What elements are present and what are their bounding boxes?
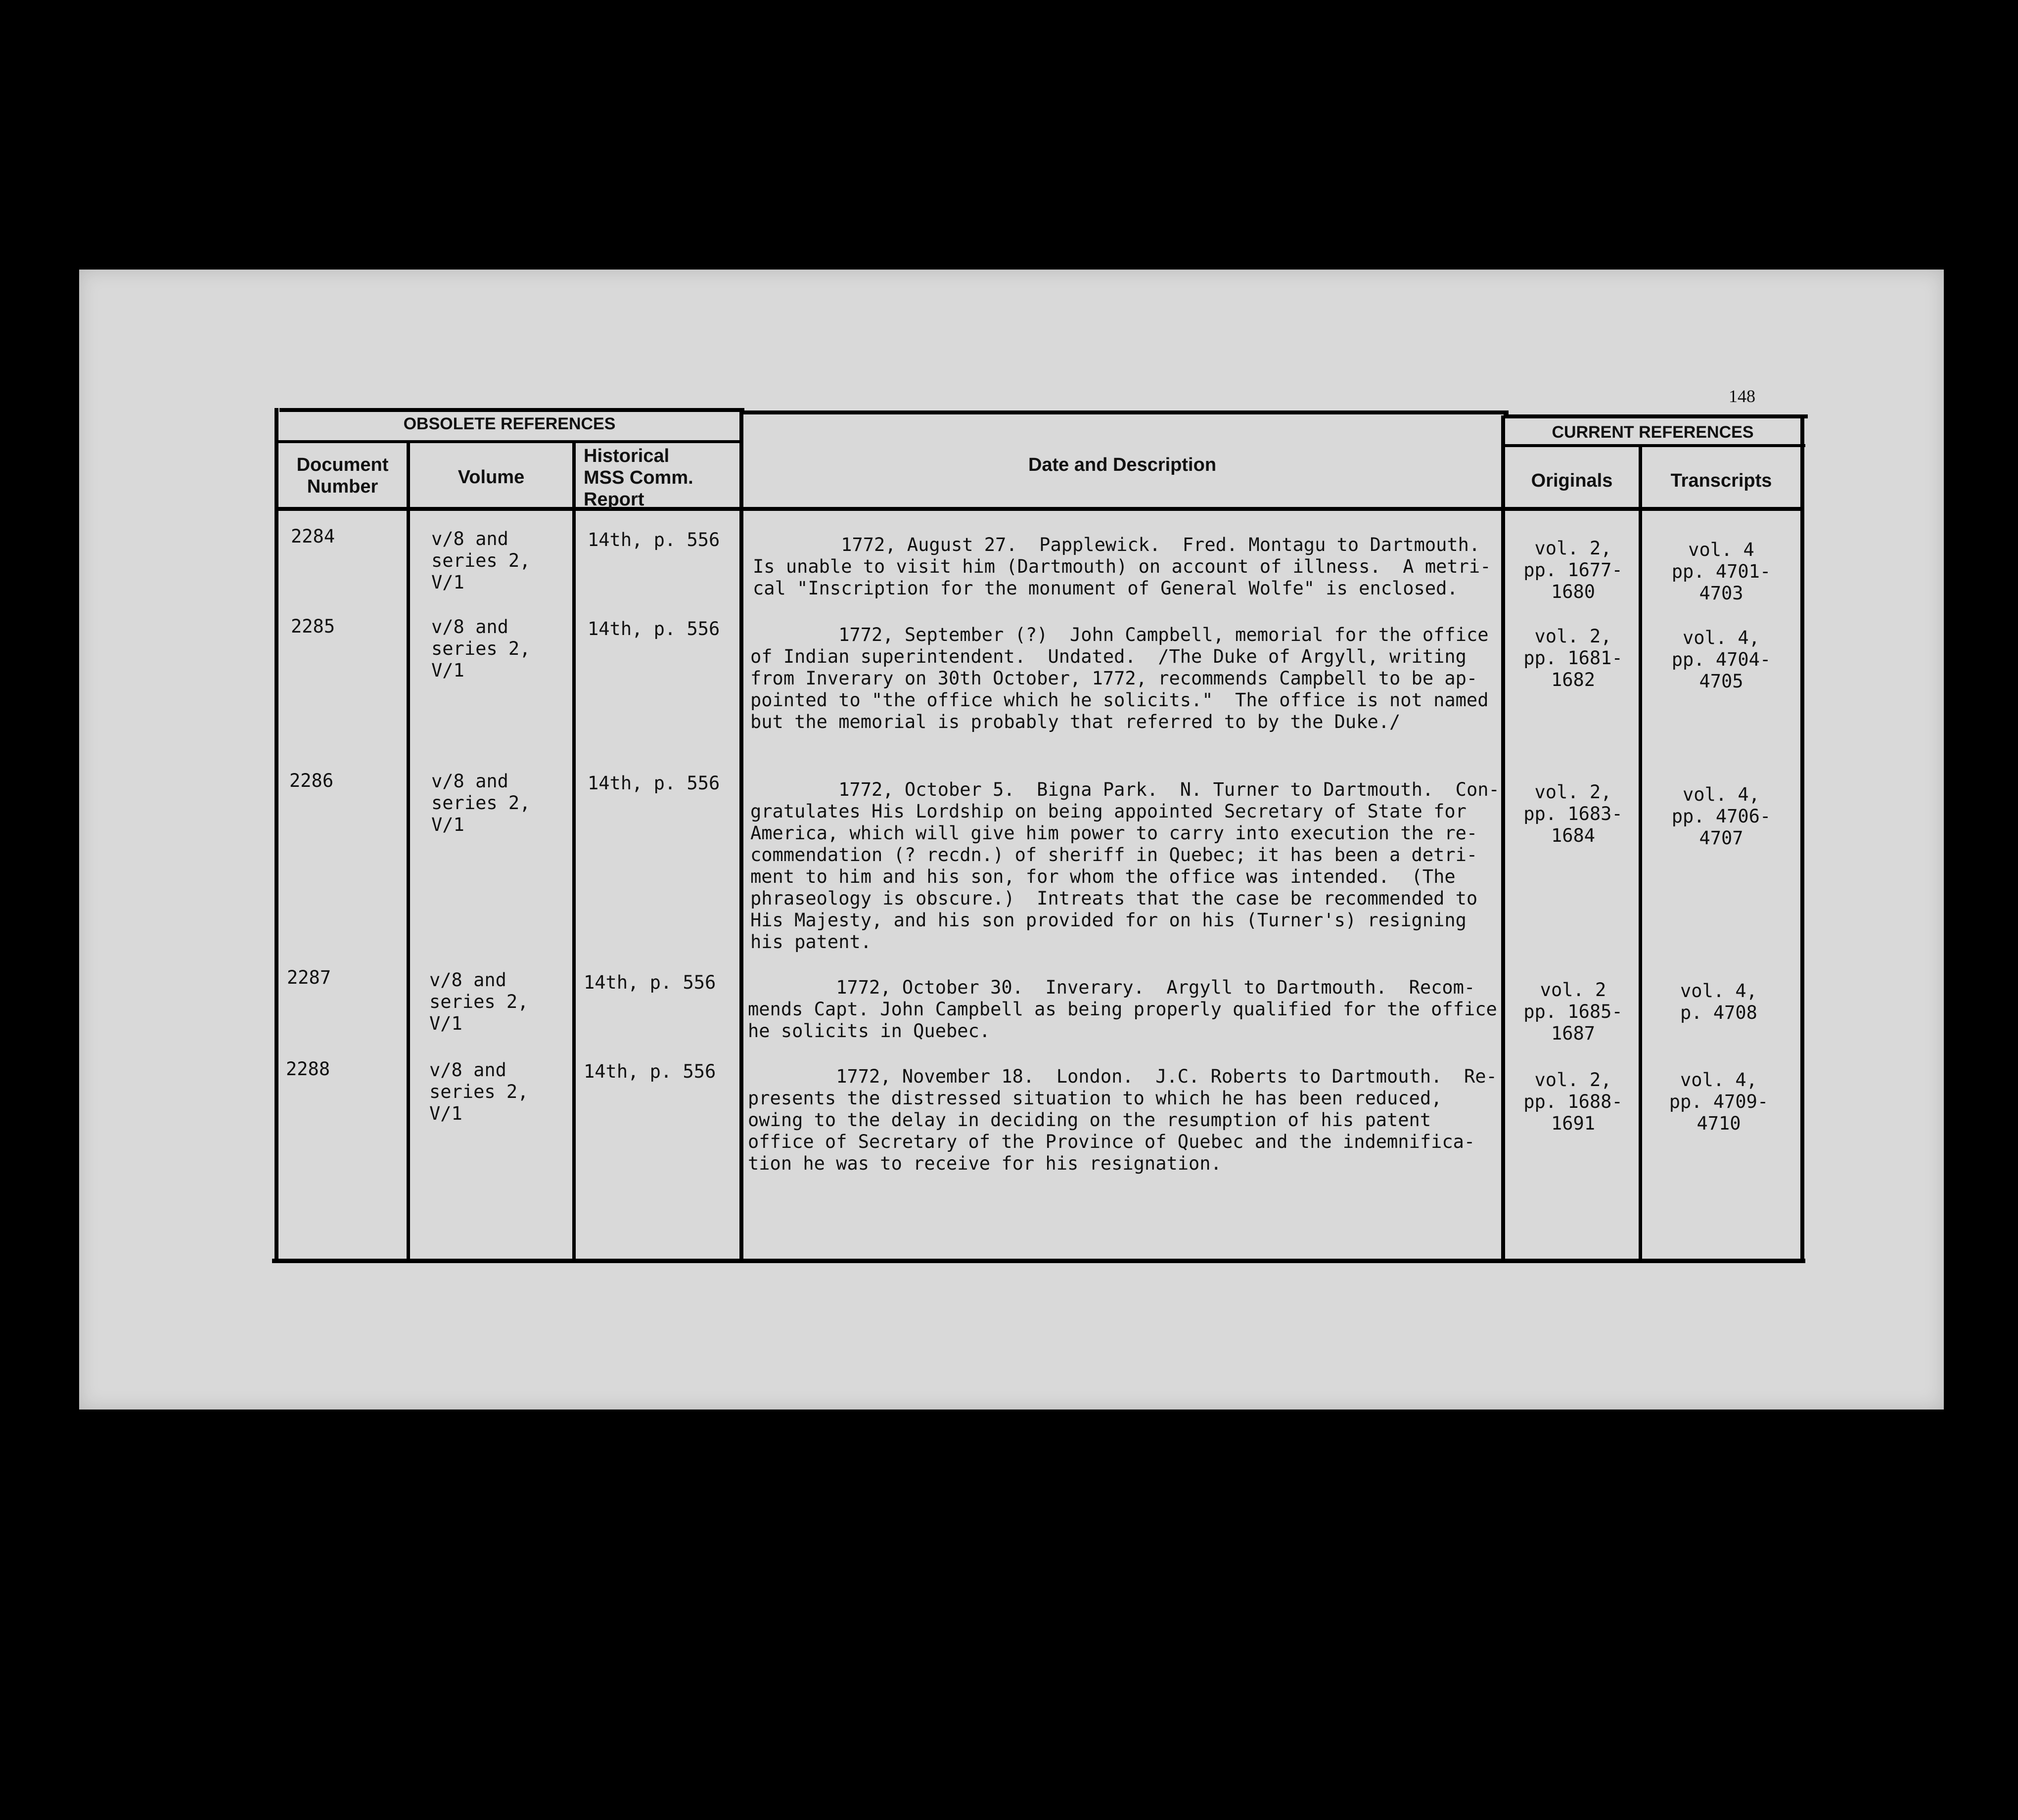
report-2288: 14th, p. 556 (584, 1061, 716, 1082)
originals-2287: vol. 2 pp. 1685- 1687 (1523, 979, 1623, 1044)
transcripts-2285: vol. 4, pp. 4704- 4705 (1671, 627, 1771, 692)
originals-2286: vol. 2, pp. 1683- 1684 (1523, 781, 1623, 846)
hmc-report-header: Historical MSS Comm. Report (584, 446, 693, 510)
description-2287: 1772, October 30. Inverary. Argyll to Dartmouth. Recom- mends Capt. John Campbell as being properly qualified for the office he solicits in Quebec. (748, 977, 1497, 1042)
transcripts-2287: vol. 4, p. 4708 (1680, 980, 1757, 1023)
table-border-top-left (279, 408, 744, 412)
volume-2288: v/8 and series 2, V/1 (429, 1059, 529, 1124)
description-2284: 1772, August 27. Papplewick. Fred. Montagu to Dartmouth. Is unable to visit him (Dartmouth) on account of illness. A metri- cal "Inscription for the monument of General Wolfe" is enclosed. (753, 534, 1491, 599)
report-2286: 14th, p. 556 (588, 773, 720, 794)
obsolete-group-divider (277, 440, 742, 443)
column-divider-originals (1639, 445, 1642, 1262)
originals-2284: vol. 2, pp. 1677- 1680 (1523, 538, 1623, 602)
volume-2287: v/8 and series 2, V/1 (429, 969, 529, 1034)
transcripts-2284: vol. 4 pp. 4701- 4703 (1671, 539, 1771, 604)
volume-2285: v/8 and series 2, V/1 (431, 616, 531, 681)
originals-2285: vol. 2, pp. 1681- 1682 (1523, 626, 1623, 690)
table-border-top-middle (742, 410, 1509, 414)
doc-number-2285: 2285 (291, 616, 335, 637)
column-divider-volume (572, 441, 576, 1261)
obsolete-references-header: OBSOLETE REFERENCES (403, 414, 616, 433)
doc-number-2286: 2286 (289, 770, 334, 791)
document-number-header: Document Number (296, 455, 389, 497)
current-group-divider (1504, 444, 1805, 447)
column-divider-doc (407, 441, 410, 1261)
table-border-top-right (1504, 414, 1808, 418)
doc-number-2284: 2284 (291, 526, 335, 547)
volume-2284: v/8 and series 2, V/1 (431, 528, 531, 593)
transcripts-2286: vol. 4, pp. 4706- 4707 (1671, 784, 1771, 849)
table-border-right (1800, 414, 1804, 1263)
transcripts-2288: vol. 4, pp. 4709- 4710 (1669, 1069, 1769, 1134)
column-divider-report (739, 410, 743, 1261)
table-border-bottom (272, 1259, 1805, 1263)
current-references-header: CURRENT REFERENCES (1552, 423, 1754, 442)
report-2287: 14th, p. 556 (584, 972, 716, 993)
volume-2286: v/8 and series 2, V/1 (431, 771, 531, 835)
date-description-header: Date and Description (1028, 455, 1217, 475)
originals-header: Originals (1531, 470, 1613, 491)
transcripts-header: Transcripts (1670, 470, 1772, 491)
description-2286: 1772, October 5. Bigna Park. N. Turner to Dartmouth. Con- gratulates His Lordship on being appointed Secretary of State for America, which will give him power to carry into execution the re- commendation (? recdn.) of sheriff in Quebec; it has been a detri- ment to him and his son, for whom the office was intended. (The phraseology is obscure.) Intreats that the case be recommended to His Majesty, and his son provided for on his (Turner's) resigning his patent. (750, 779, 1500, 953)
header-separator (277, 507, 1803, 511)
description-2285: 1772, September (?) John Campbell, memorial for the office of Indian superintendent. Undated. /The Duke of Argyll, writing from Inverary on 30th October, 1772, recommends Campbell to be ap- pointed to "the office which he solicits." The office is not named but the memorial is probably that referred to by the Duke./ (750, 624, 1489, 732)
report-2285: 14th, p. 556 (588, 618, 720, 639)
description-2288: 1772, November 18. London. J.C. Roberts to Dartmouth. Re- presents the distressed situation to which he has been reduced, owing to the delay in deciding on the resumption of his patent office of Secretary of the Province of Quebec and the indemnifica- tion he was to receive for his resignation. (748, 1066, 1497, 1174)
page-number: 148 (1729, 386, 1755, 406)
doc-number-2288: 2288 (286, 1058, 330, 1080)
doc-number-2287: 2287 (287, 967, 331, 988)
report-2284: 14th, p. 556 (588, 529, 720, 550)
volume-header: Volume (458, 467, 525, 488)
table-border-left (275, 408, 278, 1261)
originals-2288: vol. 2, pp. 1688- 1691 (1523, 1069, 1623, 1134)
